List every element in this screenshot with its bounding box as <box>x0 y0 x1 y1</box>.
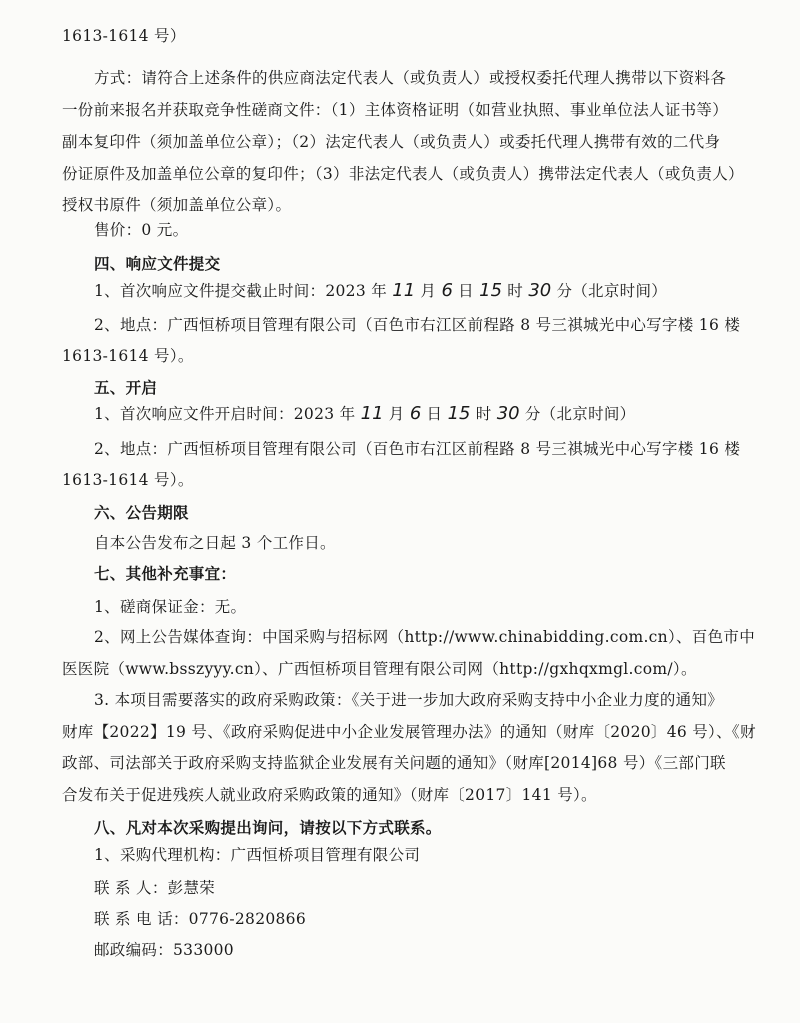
text-line: 自本公告发布之日起 3 个工作日。 <box>94 534 336 552</box>
handwritten-day: 6 <box>409 403 422 424</box>
submission-deadline-line <box>0 281 800 301</box>
text-segment: 日 <box>452 282 480 300</box>
handwritten-hour: 15 <box>479 280 503 301</box>
text-segment: 月 <box>383 405 410 423</box>
text-segment: 分（北京时间） <box>519 405 636 423</box>
text-line: 授权书原件（须加盖单位公章）。 <box>62 196 292 214</box>
postal-code: 邮政编码：533000 <box>94 941 234 959</box>
text-segment: 时 <box>470 405 497 423</box>
handwritten-month: 11 <box>360 403 384 424</box>
section-heading: 七、其他补充事宜： <box>94 564 237 583</box>
text-line: 1613-1614 号） <box>62 27 186 45</box>
text-segment: 月 <box>415 282 442 300</box>
text-segment: 日 <box>421 405 448 423</box>
text-line: 2、地点：广西恒桥项目管理有限公司（百色市右江区前程路 8 号三祺城光中心写字楼 16 楼 <box>94 316 741 334</box>
contact-person: 联 系 人：彭慧荣 <box>94 879 216 897</box>
text-line: 政部、司法部关于政府采购支持监狱企业发展有关问题的通知》（财库[2014]68 号）《三部门联 <box>62 754 726 772</box>
text-line: 售价：0 元。 <box>94 221 189 239</box>
text-line: 1613-1614 号）。 <box>62 347 194 365</box>
text-line: 份证原件及加盖单位公章的复印件；（3）非法定代表人（或负责人）携带法定代表人（或负责人） <box>62 165 744 183</box>
text-line: 方式：请符合上述条件的供应商法定代表人（或负责人）或授权委托代理人携带以下资料各 <box>94 69 727 87</box>
section-heading: 八、凡对本次采购提出询问，请按以下方式联系。 <box>94 818 442 837</box>
handwritten-hour: 15 <box>447 403 471 424</box>
opening-time-line <box>0 404 800 424</box>
text-line: 合发布关于促进残疾人就业政府采购政策的通知》（财库〔2017〕141 号）。 <box>62 786 597 804</box>
text-line: 1613-1614 号）。 <box>62 471 194 489</box>
text-segment: 分（北京时间） <box>551 282 668 300</box>
handwritten-month: 11 <box>392 280 416 301</box>
section-heading: 五、开启 <box>94 378 158 397</box>
text-line: 1、采购代理机构：广西恒桥项目管理有限公司 <box>94 846 421 864</box>
text-line: 财库【2022】19 号、《政府采购促进中小企业发展管理办法》的通知（财库〔2020〕46 号）、《财 <box>62 723 756 741</box>
text-line: 医医院（www.bsszyyy.cn）、广西恒桥项目管理有限公司网（http://gxhqxmgl.com/）。 <box>62 660 697 678</box>
text-line: 3. 本项目需要落实的政府采购政策：《关于进一步加大政府采购支持中小企业力度的通知》 <box>94 691 724 709</box>
text-line: 2、网上公告媒体查询：中国采购与招标网（http://www.chinabidding.com.cn）、百色市中 <box>94 628 755 646</box>
handwritten-day: 6 <box>441 280 453 301</box>
section-heading: 六、公告期限 <box>94 503 189 522</box>
handwritten-minute: 30 <box>528 280 552 301</box>
text-segment: 1、首次响应文件提交截止时间：2023 年 <box>94 282 393 300</box>
text-line: 1、磋商保证金：无。 <box>94 598 247 616</box>
text-line: 副本复印件（须加盖单位公章）；（2）法定代表人（或负责人）或委托代理人携带有效的二代身 <box>62 133 721 151</box>
section-heading: 四、响应文件提交 <box>94 254 221 273</box>
text-line: 2、地点：广西恒桥项目管理有限公司（百色市右江区前程路 8 号三祺城光中心写字楼 16 楼 <box>94 440 741 458</box>
text-segment: 1、首次响应文件开启时间：2023 年 <box>94 405 361 423</box>
text-segment: 时 <box>502 282 529 300</box>
handwritten-minute: 30 <box>496 403 520 424</box>
contact-phone: 联 系 电 话：0776-2820866 <box>94 910 306 928</box>
text-line: 一份前来报名并获取竞争性磋商文件：（1）主体资格证明（如营业执照、事业单位法人证书等） <box>62 101 729 119</box>
